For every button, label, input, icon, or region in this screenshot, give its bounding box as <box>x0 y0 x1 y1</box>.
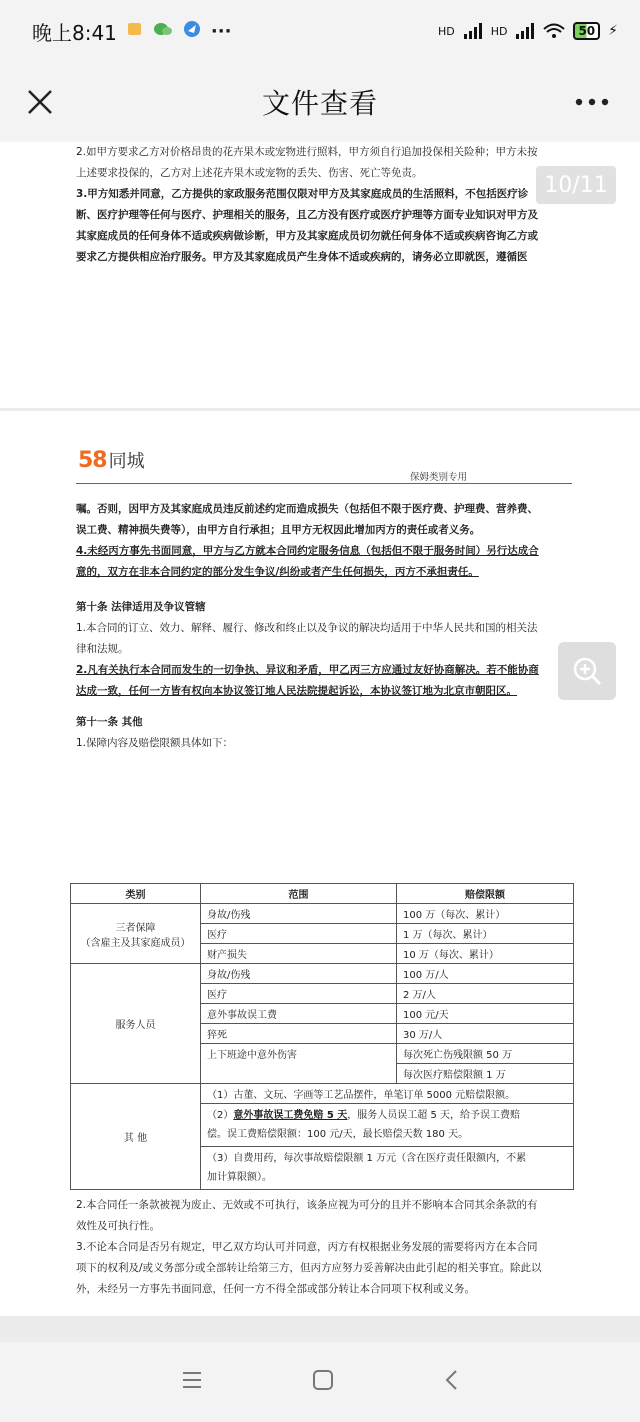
table-category <box>71 904 201 964</box>
table-cell: 2 万/人 <box>397 984 574 1004</box>
status-right <box>438 22 618 40</box>
home-nav-button[interactable] <box>312 1369 334 1395</box>
page-indicator: 10/11 <box>536 166 616 204</box>
text-line: 项下的权利及/或义务部分或全部转让给第三方，但丙方应努力妥善解决由此引起的相关事宜。除此以 <box>76 1262 542 1274</box>
table-cell: 30 万/人 <box>397 1024 574 1044</box>
logo-text: 同城 <box>108 451 145 472</box>
text-line: 4.未经丙方事先书面同意，甲方与乙方就本合同约定服务信息（包括但不限于服务时间）另行达成合 <box>76 545 539 557</box>
notification-icon <box>127 21 143 41</box>
text-line: 断、医疗护理等任何与医疗、护理相关的服务，且乙方没有医疗或医疗护理等方面专业知识对甲方及 <box>76 209 538 221</box>
text-line: 2.凡有关执行本合同而发生的一切争执、异议和矛盾，甲乙丙三方应通过友好协商解决。若不能协商 <box>76 664 539 676</box>
document-page <box>0 411 640 1316</box>
header-note: 保姆类别专用 <box>410 472 468 483</box>
menu-icon <box>182 1371 202 1389</box>
text-line: 达成一致，任何一方皆有权向本协议签订地人民法院提起诉讼，本协议签订地为北京市朝阳区。 <box>76 685 517 697</box>
text-line: 2.本合同任一条款被视为废止、无效或不可执行，该条应视为可分的且并不影响本合同其余条款的有 <box>76 1199 538 1211</box>
table-cell <box>201 1104 574 1147</box>
table-category: 服务人员 <box>71 964 201 1084</box>
table-header: 类别 <box>71 884 201 904</box>
battery-level: 50 <box>578 24 596 38</box>
signal2-icon <box>515 23 535 39</box>
signal2-label: HD <box>490 24 508 38</box>
table-cell: 猝死 <box>201 1024 397 1044</box>
status-time: 晚上8:41 <box>32 20 117 45</box>
table-cell: 100 元/天 <box>397 1004 574 1024</box>
table-cell: 100 万/人 <box>397 964 574 984</box>
page2-text-bottom <box>76 1195 572 1300</box>
page2-text-top <box>76 499 572 754</box>
text-line: 2.如甲方要求乙方对价格昂贵的花卉果木或宠物进行照料，甲方须自行追加投保相关险种；甲方未按 <box>76 146 538 158</box>
more-button[interactable] <box>572 88 612 116</box>
table-cell: 身故/伤残 <box>201 964 397 984</box>
text-line: 意的，双方在非本合同约定的部分发生争议/纠纷或者产生任何损失，丙方不承担责任。 <box>76 566 479 578</box>
system-nav-bar <box>0 1342 640 1422</box>
signal-icon <box>463 23 483 39</box>
coverage-table <box>70 883 574 1190</box>
header-divider <box>76 483 572 484</box>
section-heading: 第十一条 其他 <box>76 716 143 728</box>
home-icon <box>312 1369 334 1391</box>
zoom-in-icon <box>572 656 602 686</box>
cell-text: 加计算限额）。 <box>207 1172 272 1183</box>
table-cell: 上下班途中意外伤害 <box>201 1044 397 1084</box>
page-title: 文件查看 <box>261 87 378 120</box>
text-line: 误工费、精神损失费等），由甲方自行承担；且甲方无权因此增加丙方的责任或者义务。 <box>76 524 481 536</box>
cell-text-bold: 意外事故误工费免赔 5 天 <box>233 1110 348 1121</box>
text-line: 效性及可执行性。 <box>76 1220 160 1232</box>
table-cell: 每次医疗赔偿限额 1 万 <box>397 1064 574 1084</box>
logo-number: 58 <box>78 448 107 473</box>
text-line: 其家庭成员的任何身体不适或疾病做诊断，甲方及其家庭成员切勿就任何身体不适或疾病咨询乙方或 <box>76 230 538 242</box>
battery-icon <box>573 22 600 40</box>
logo-58tongcheng <box>78 447 145 473</box>
text-line: 律和法规。 <box>76 643 129 655</box>
table-cell: 身故/伤残 <box>201 904 397 924</box>
text-line: 嘱。否则，因甲方及其家庭成员违反前述约定而造成损失（包括但不限于医疗费、护理费、营养费、 <box>76 503 538 515</box>
page1-text <box>76 142 572 268</box>
document-viewer[interactable] <box>0 142 640 1342</box>
cell-text: ，服务人员误工超 5 天，给予误工费赔 <box>347 1110 521 1121</box>
charging-icon: ⚡ <box>608 23 618 39</box>
table-cell: 10 万（每次、累计） <box>397 944 574 964</box>
table-cell: 财产损失 <box>201 944 397 964</box>
close-button[interactable] <box>20 82 60 122</box>
table-cell: 医疗 <box>201 924 397 944</box>
back-nav-button[interactable] <box>444 1369 458 1395</box>
text-line: 3.不论本合同是否另有规定，甲乙双方均认可并同意，丙方有权根据业务发展的需要将丙方在本合同 <box>76 1241 538 1253</box>
table-cell <box>201 1147 574 1190</box>
menu-nav-button[interactable] <box>182 1371 202 1393</box>
table-cell: 每次死亡伤残限额 50 万 <box>397 1044 574 1064</box>
table-header: 范围 <box>201 884 397 904</box>
category-label: 三者保障 <box>115 922 156 934</box>
text-line: 1.本合同的订立、效力、解释、履行、修改和终止以及争议的解决均适用于中华人民共和国的相关法 <box>76 622 538 634</box>
wechat-icon <box>153 21 173 41</box>
more-icon <box>575 98 609 106</box>
text-line: 外，未经另一方事先书面同意，任何一方不得全部或部分转让本合同项下权利或义务。 <box>76 1283 475 1295</box>
app-bar <box>0 62 640 142</box>
back-icon <box>444 1369 458 1391</box>
text-line: 要求乙方提供相应治疗服务。甲方及其家庭成员产生身体不适或疾病的，请务必立即就医，遵循医 <box>76 251 528 263</box>
table-cell: 医疗 <box>201 984 397 1004</box>
table-header: 赔偿限额 <box>397 884 574 904</box>
table-category: 其 他 <box>71 1084 201 1190</box>
section-heading: 第十条 法律适用及争议管辖 <box>76 601 206 613</box>
table-cell: 100 万（每次、累计） <box>397 904 574 924</box>
text-line: 上述要求投保的，乙方对上述花卉果木或宠物的丢失、伤害、死亡等免责。 <box>76 167 423 179</box>
text-line: 1.保障内容及赔偿限额具体如下： <box>76 737 234 749</box>
signal1-label: HD <box>437 24 455 38</box>
close-icon <box>27 89 53 115</box>
more-notifications-icon: ··· <box>210 20 232 42</box>
cell-text: （3）自费用药，每次事故赔偿限额 1 万元（含在医疗责任限额内，不累 <box>207 1153 527 1164</box>
wifi-icon <box>543 23 565 39</box>
cell-text: 偿。误工费赔偿限额：100 元/天，最长赔偿天数 180 天。 <box>207 1129 469 1140</box>
app-icon <box>183 20 201 42</box>
status-bar <box>0 0 640 62</box>
table-cell: 意外事故误工费 <box>201 1004 397 1024</box>
category-sublabel: （含雇主及其家庭成员） <box>80 937 191 949</box>
table-cell: 1 万（每次、累计） <box>397 924 574 944</box>
cell-text: （2） <box>207 1110 234 1121</box>
zoom-button[interactable] <box>558 642 616 700</box>
text-line: 3.甲方知悉并同意，乙方提供的家政服务范围仅限对甲方及其家庭成员的生活照料，不包括医疗诊 <box>76 188 529 200</box>
table-cell: （1）古董、文玩、字画等工艺品摆件，单笔订单 5000 元赔偿限额。 <box>201 1084 574 1104</box>
